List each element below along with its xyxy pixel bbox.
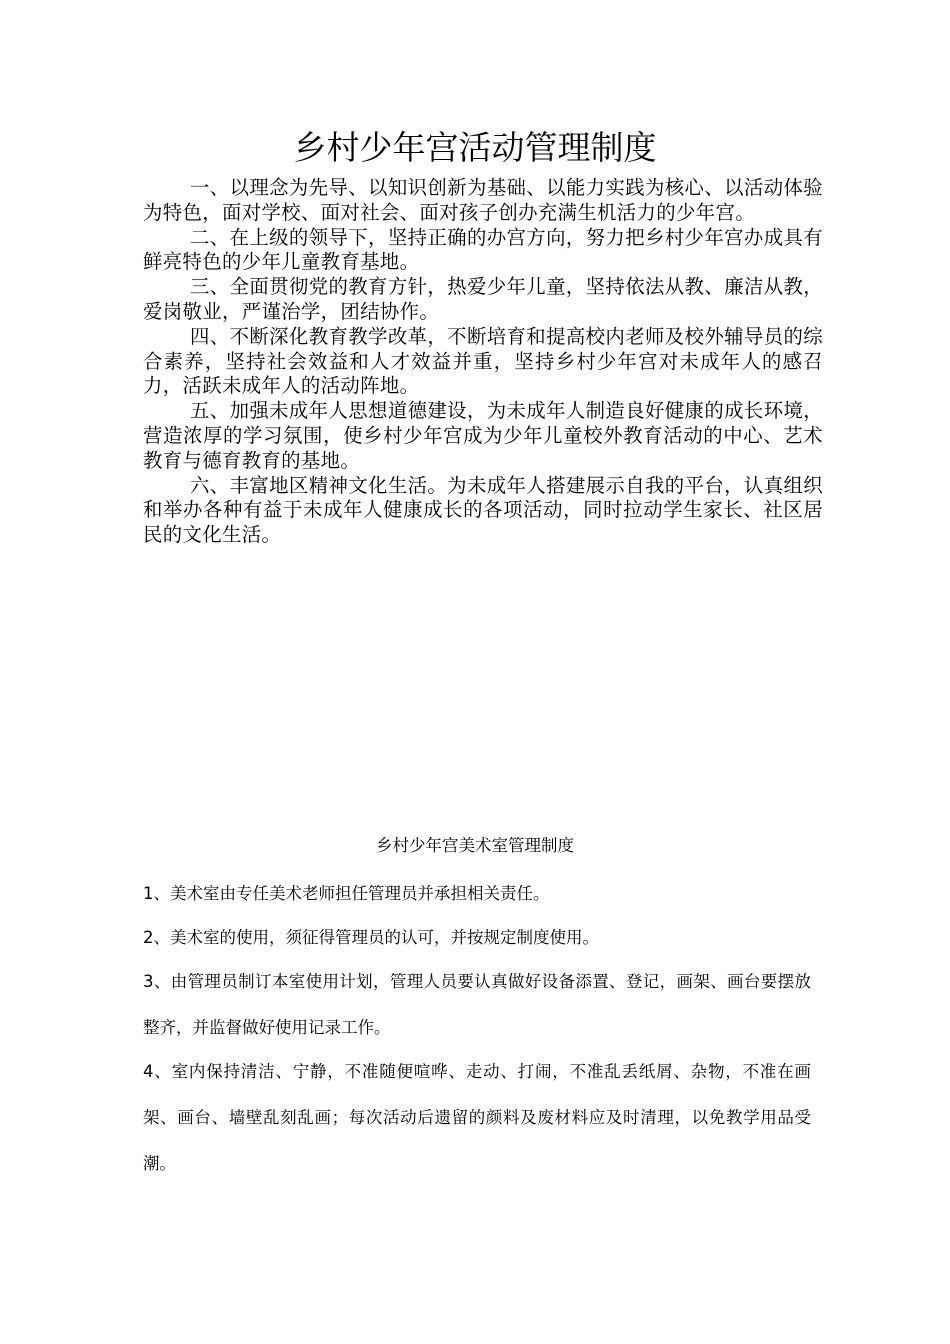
regulation-paragraph-2: 二、在上级的领导下，坚持正确的办宫方向，努力把乡村少年宫办成具有鲜亮特色的少年儿童教育基地。: [143, 225, 823, 274]
art-room-rule-1: 1、美术室由专任美术老师担任管理员并承担相关责任。: [143, 884, 550, 903]
art-room-rule-4: 4、室内保持清洁、宁静，不准随便喧哗、走动、打闹，不准乱丢纸屑、杂物，不准在画架、画台、墙壁乱刻乱画；每次活动后遗留的颜料及废材料应及时清理，以免教学用品受潮。: [143, 1062, 811, 1173]
art-room-rule-2: 2、美术室的使用，须征得管理员的认可，并按规定制度使用。: [143, 928, 599, 947]
regulation-paragraph-3: 三、全面贯彻党的教育方针，热爱少年儿童，坚持依法从教、廉洁从教，爱岗敬业，严谨治学，团结协作。: [143, 275, 823, 323]
regulation-paragraph-1: 一、以理念为先导、以知识创新为基础、以能力实践为核心、以活动体验为特色，面对学校、面对社会、面对孩子创办充满生机活力的少年宫。: [143, 176, 823, 224]
art-room-rules: [143, 882, 811, 1196]
regulation-paragraph-6: 六、丰富地区精神文化生活。为未成年人搭建展示自我的平台，认真组织和举办各种有益于未成年人健康成长的各项活动，同时拉动学生家长、社区居民的文化生活。: [143, 473, 823, 547]
regulation-paragraph-4: 四、不断深化教育教学改革，不断培育和提高校内老师及校外辅导员的综合素养，坚持社会效益和人才效益并重，坚持乡村少年宫对未成年人的感召力，活跃未成年人的活动阵地。: [143, 324, 823, 398]
art-room-rule-3: 3、由管理员制订本室使用计划，管理人员要认真做好设备添置、登记，画架、画台要摆放整齐，并监督做好使用记录工作。: [143, 972, 811, 1037]
regulation-section: [143, 176, 823, 548]
art-room-title: 乡村少年宫美术室管理制度: [376, 836, 574, 855]
regulation-paragraph-5: 五、加强未成年人思想道德建设，为未成年人制造良好健康的成长环境，营造浓厚的学习氛围，使乡村少年宫成为少年儿童校外教育活动的中心、艺术教育与德育教育的基地。: [143, 399, 823, 472]
document-title: 乡村少年宫活动管理制度: [293, 128, 657, 167]
